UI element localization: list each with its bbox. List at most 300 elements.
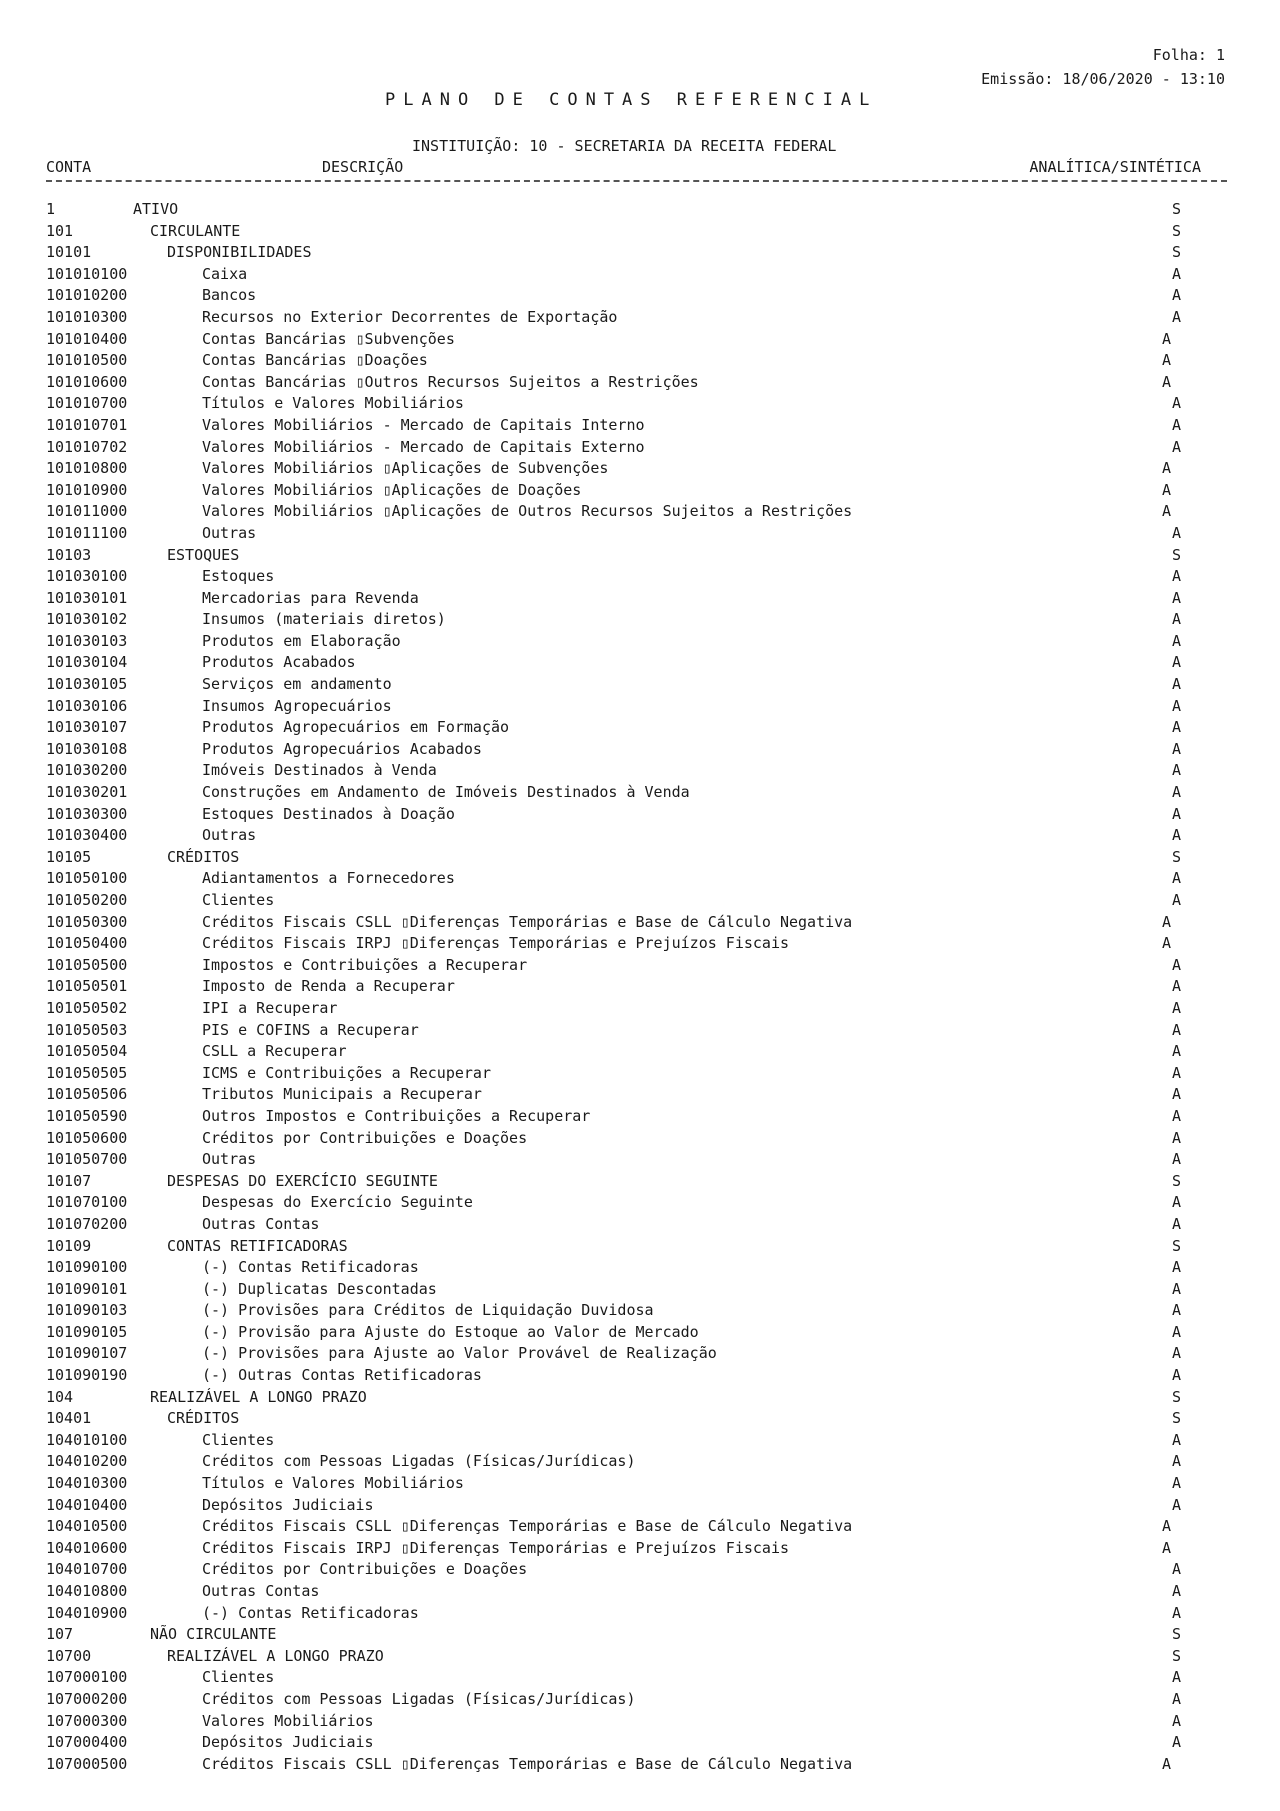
account-description: Valores Mobiliários ▯Aplicações de Subvenções: [202, 459, 609, 478]
account-type: A: [1171, 998, 1181, 1017]
account-description: Imóveis Destinados à Venda: [202, 761, 437, 780]
table-row: [0, 1063, 1280, 1085]
account-description: Estoques Destinados à Doação: [202, 804, 455, 823]
account-type: A: [1171, 1689, 1181, 1708]
account-type: A: [1171, 523, 1181, 542]
account-description: Estoques: [202, 567, 275, 586]
account-type: A: [1161, 502, 1171, 521]
account-code: 101050501: [46, 977, 128, 996]
account-code: 101030400: [46, 826, 128, 845]
account-description: Caixa: [202, 264, 248, 283]
account-description: Créditos Fiscais IRPJ ▯Diferenças Temporárias e Prejuízos Fiscais: [202, 934, 789, 953]
account-code: 101010300: [46, 307, 128, 326]
account-type: A: [1171, 1733, 1181, 1752]
account-code: 104010300: [46, 1474, 128, 1493]
account-description: (-) Provisões para Ajuste ao Valor Provável de Realização: [202, 1344, 717, 1363]
account-type: A: [1171, 1042, 1181, 1061]
account-code: 10105: [46, 847, 92, 866]
account-description: Valores Mobiliários - Mercado de Capitais Interno: [202, 415, 645, 434]
account-type: A: [1161, 1754, 1171, 1773]
table-row: [0, 1128, 1280, 1150]
account-description: Insumos Agropecuários: [202, 696, 392, 715]
table-row: [0, 523, 1280, 545]
table-row: [0, 242, 1280, 264]
account-type: A: [1171, 1560, 1181, 1579]
account-description: ATIVO: [133, 200, 179, 218]
table-row: [0, 998, 1280, 1020]
account-code: 104010900: [46, 1603, 128, 1622]
account-description: Recursos no Exterior Decorrentes de Exportação: [202, 307, 618, 326]
table-row: [0, 1430, 1280, 1452]
account-description: Contas Bancárias ▯Subvenções: [202, 329, 455, 348]
account-description: Outras: [202, 1150, 257, 1169]
account-description: Contas Bancárias ▯Doações: [202, 351, 428, 370]
account-code: 101090105: [46, 1322, 128, 1341]
table-row: [0, 955, 1280, 977]
account-description: DISPONIBILIDADES: [167, 243, 312, 262]
table-row: [0, 1149, 1280, 1171]
column-header-description: DESCRIÇÃO: [322, 158, 404, 176]
account-description: Valores Mobiliários - Mercado de Capitais Externo: [202, 437, 645, 456]
account-type: A: [1171, 718, 1181, 737]
account-type: S: [1171, 1171, 1181, 1190]
account-type: A: [1171, 783, 1181, 802]
account-description: Créditos Fiscais CSLL ▯Diferenças Temporárias e Base de Cálculo Negativa: [202, 1517, 853, 1536]
account-code: 104010500: [46, 1517, 128, 1536]
account-description: Depósitos Judiciais: [202, 1495, 374, 1514]
account-description: Impostos e Contribuições a Recuperar: [202, 955, 528, 974]
table-row: [0, 199, 1280, 221]
account-type: A: [1171, 1582, 1181, 1600]
table-row: [0, 1192, 1280, 1214]
account-type: A: [1171, 264, 1181, 283]
account-code: 101050100: [46, 869, 128, 888]
account-description: Créditos por Contribuições e Doações: [202, 1128, 528, 1147]
account-description: Valores Mobiliários: [202, 1711, 374, 1730]
account-description: CRÉDITOS: [167, 847, 240, 866]
table-row: [0, 1667, 1280, 1689]
report-title: PLANO DE CONTAS REFERENCIAL: [385, 90, 878, 110]
table-row: [0, 588, 1280, 610]
table-row: [0, 825, 1280, 847]
table-row: [0, 1754, 1280, 1776]
account-code: 101050503: [46, 1020, 128, 1039]
account-code: 107000500: [46, 1754, 128, 1773]
account-code: 101030200: [46, 761, 128, 780]
account-type: A: [1171, 1128, 1181, 1147]
table-row: [0, 1559, 1280, 1581]
account-type: A: [1171, 1106, 1181, 1125]
account-type: A: [1161, 329, 1171, 348]
account-code: 101010500: [46, 351, 128, 370]
account-type: S: [1171, 200, 1181, 218]
account-type: S: [1171, 243, 1181, 262]
account-code: 104010700: [46, 1560, 128, 1579]
account-code: 101010100: [46, 264, 128, 283]
account-type: A: [1171, 675, 1181, 694]
account-description: PIS e COFINS a Recuperar: [202, 1020, 419, 1039]
column-header-type: ANALÍTICA/SINTÉTICA: [1029, 158, 1201, 176]
account-type: S: [1171, 1236, 1181, 1255]
account-code: 101030201: [46, 783, 128, 802]
account-code: 101050500: [46, 955, 128, 974]
table-row: [0, 976, 1280, 998]
account-code: 107000200: [46, 1689, 128, 1708]
account-description: Contas Bancárias ▯Outros Recursos Sujeitos a Restrições: [202, 372, 699, 391]
account-code: 101070100: [46, 1193, 128, 1212]
account-type: A: [1161, 459, 1171, 478]
account-type: A: [1161, 480, 1171, 499]
table-row: [0, 350, 1280, 372]
table-row: [0, 652, 1280, 674]
account-code: 101090103: [46, 1301, 128, 1320]
account-code: 101050502: [46, 998, 128, 1017]
account-type: A: [1161, 912, 1171, 931]
account-code: 101030300: [46, 804, 128, 823]
table-row: [0, 1732, 1280, 1754]
account-description: Depósitos Judiciais: [202, 1733, 374, 1752]
account-code: 101030101: [46, 588, 128, 607]
account-code: 10107: [46, 1171, 92, 1190]
account-type: A: [1171, 826, 1181, 845]
account-type: A: [1171, 739, 1181, 758]
table-row: [0, 782, 1280, 804]
table-row: [0, 480, 1280, 502]
account-description: Construções em Andamento de Imóveis Destinados à Venda: [202, 783, 690, 802]
account-code: 101050600: [46, 1128, 128, 1147]
account-description: Créditos por Contribuições e Doações: [202, 1560, 528, 1579]
account-code: 101050200: [46, 891, 128, 909]
account-description: Outras: [202, 523, 257, 542]
account-description: Adiantamentos a Fornecedores: [202, 869, 455, 888]
account-code: 101010701: [46, 415, 128, 434]
account-description: Outros Impostos e Contribuições a Recuperar: [202, 1106, 591, 1125]
account-description: Mercadorias para Revenda: [202, 588, 419, 607]
account-description: CRÉDITOS: [167, 1409, 240, 1428]
table-row: [0, 1020, 1280, 1042]
institution-line: INSTITUIÇÃO: 10 - SECRETARIA DA RECEITA FEDERAL: [412, 137, 837, 155]
account-description: Outras: [202, 826, 257, 845]
account-code: 10103: [46, 545, 92, 564]
account-type: A: [1171, 761, 1181, 780]
account-type: A: [1171, 307, 1181, 326]
account-type: A: [1171, 1020, 1181, 1039]
account-code: 101010702: [46, 437, 128, 456]
account-description: Outras Contas: [202, 1582, 320, 1600]
table-row: [0, 221, 1280, 243]
column-header-account: CONTA: [46, 158, 92, 176]
account-code: 101090101: [46, 1279, 128, 1298]
account-type: A: [1171, 1322, 1181, 1341]
account-code: 104010200: [46, 1452, 128, 1471]
table-row: [0, 1387, 1280, 1409]
table-row: [0, 1041, 1280, 1063]
account-type: A: [1171, 610, 1181, 629]
account-type: A: [1171, 394, 1181, 413]
account-description: (-) Outras Contas Retificadoras: [202, 1366, 482, 1385]
table-row: [0, 912, 1280, 934]
account-type: A: [1171, 1214, 1181, 1233]
table-row: [0, 1257, 1280, 1279]
account-code: 101050590: [46, 1106, 128, 1125]
account-type: A: [1171, 415, 1181, 434]
table-row: [0, 609, 1280, 631]
account-description: Produtos Agropecuários Acabados: [202, 739, 482, 758]
table-row: [0, 285, 1280, 307]
account-code: 104010100: [46, 1430, 128, 1449]
table-row: [0, 1451, 1280, 1473]
account-code: 101090100: [46, 1258, 128, 1277]
account-type: S: [1171, 1409, 1181, 1428]
account-code: 101: [46, 221, 74, 240]
account-type: A: [1161, 351, 1171, 370]
account-code: 101050505: [46, 1063, 128, 1082]
table-row: [0, 1603, 1280, 1625]
account-description: Valores Mobiliários ▯Aplicações de Doações: [202, 480, 582, 499]
account-code: 101030107: [46, 718, 128, 737]
account-type: A: [1171, 1344, 1181, 1363]
table-row: [0, 393, 1280, 415]
table-row: [0, 415, 1280, 437]
account-code: 101030105: [46, 675, 128, 694]
account-description: ICMS e Contribuições a Recuperar: [202, 1063, 491, 1082]
account-description: Tributos Municipais a Recuperar: [202, 1085, 482, 1104]
account-description: Valores Mobiliários ▯Aplicações de Outros Recursos Sujeitos a Restrições: [202, 502, 853, 521]
account-type: A: [1171, 1366, 1181, 1385]
table-row: [0, 631, 1280, 653]
account-type: S: [1171, 545, 1181, 564]
account-description: Produtos Agropecuários em Formação: [202, 718, 510, 737]
account-code: 101011100: [46, 523, 128, 542]
table-row: [0, 1646, 1280, 1668]
account-type: A: [1171, 1495, 1181, 1514]
account-code: 10101: [46, 243, 92, 262]
table-row: [0, 1516, 1280, 1538]
account-type: A: [1171, 1150, 1181, 1169]
table-row: [0, 1300, 1280, 1322]
table-row: [0, 760, 1280, 782]
account-description: Serviços em andamento: [202, 675, 392, 694]
account-type: A: [1171, 1063, 1181, 1082]
account-type: A: [1171, 891, 1181, 909]
account-description: CIRCULANTE: [150, 221, 241, 240]
account-description: REALIZÁVEL A LONGO PRAZO: [150, 1387, 367, 1406]
account-type: A: [1171, 1474, 1181, 1493]
account-code: 101050700: [46, 1150, 128, 1169]
account-description: (-) Contas Retificadoras: [202, 1603, 419, 1622]
account-description: Créditos Fiscais CSLL ▯Diferenças Temporárias e Base de Cálculo Negativa: [202, 1754, 853, 1773]
account-code: 104: [46, 1387, 74, 1406]
account-code: 107000100: [46, 1668, 128, 1687]
account-description: Bancos: [202, 286, 257, 305]
account-code: 10109: [46, 1236, 92, 1255]
account-code: 1: [46, 200, 56, 218]
account-code: 101030106: [46, 696, 128, 715]
account-code: 101090107: [46, 1344, 128, 1363]
account-description: IPI a Recuperar: [202, 998, 338, 1017]
table-row: [0, 1495, 1280, 1517]
issue-date: Emissão: 18/06/2020 - 13:10: [981, 70, 1225, 88]
table-row: [0, 1473, 1280, 1495]
table-row: [0, 1343, 1280, 1365]
account-code: 101010200: [46, 286, 128, 305]
account-code: 101030108: [46, 739, 128, 758]
account-code: 101030100: [46, 567, 128, 586]
table-row: [0, 1214, 1280, 1236]
account-type: A: [1171, 696, 1181, 715]
account-type: A: [1171, 1452, 1181, 1471]
account-type: A: [1171, 286, 1181, 305]
table-row: [0, 372, 1280, 394]
account-type: A: [1161, 934, 1171, 953]
account-description: Insumos (materiais diretos): [202, 610, 446, 629]
table-row: [0, 1106, 1280, 1128]
account-description: Títulos e Valores Mobiliários: [202, 394, 464, 413]
table-row: [0, 868, 1280, 890]
account-description: (-) Duplicatas Descontadas: [202, 1279, 437, 1298]
account-code: 10700: [46, 1646, 92, 1665]
account-description: DESPESAS DO EXERCÍCIO SEGUINTE: [167, 1171, 438, 1190]
account-type: A: [1171, 1603, 1181, 1622]
account-type: A: [1171, 631, 1181, 650]
table-row: [0, 458, 1280, 480]
table-row: [0, 1689, 1280, 1711]
table-row: [0, 1711, 1280, 1733]
account-description: Produtos em Elaboração: [202, 631, 401, 650]
account-code: 101010400: [46, 329, 128, 348]
table-row: [0, 1084, 1280, 1106]
account-description: Créditos com Pessoas Ligadas (Físicas/Jurídicas): [202, 1689, 636, 1708]
account-code: 101050504: [46, 1042, 128, 1061]
account-code: 101010800: [46, 459, 128, 478]
table-row: [0, 1279, 1280, 1301]
account-type: A: [1161, 1517, 1171, 1536]
account-description: Despesas do Exercício Seguinte: [202, 1193, 473, 1212]
account-description: Imposto de Renda a Recuperar: [202, 977, 455, 996]
table-row: [0, 1581, 1280, 1603]
account-type: A: [1171, 1301, 1181, 1320]
table-row: [0, 1538, 1280, 1560]
table-row: [0, 847, 1280, 869]
account-type: A: [1161, 372, 1171, 391]
account-code: 107000300: [46, 1711, 128, 1730]
account-type: S: [1171, 847, 1181, 866]
table-row: [0, 264, 1280, 286]
account-type: A: [1171, 567, 1181, 586]
account-description: Clientes: [202, 891, 275, 909]
account-code: 101090190: [46, 1366, 128, 1385]
account-type: A: [1171, 588, 1181, 607]
table-row: [0, 1171, 1280, 1193]
account-description: CSLL a Recuperar: [202, 1042, 347, 1061]
table-row: [0, 1236, 1280, 1258]
account-code: 10401: [46, 1409, 92, 1428]
table-row: [0, 566, 1280, 588]
table-row: [0, 717, 1280, 739]
account-type: A: [1171, 955, 1181, 974]
accounts-table: [0, 199, 1280, 1775]
account-type: A: [1171, 869, 1181, 888]
table-row: [0, 1322, 1280, 1344]
account-code: 101030102: [46, 610, 128, 629]
account-description: Títulos e Valores Mobiliários: [202, 1474, 464, 1493]
account-description: NÃO CIRCULANTE: [150, 1625, 277, 1644]
account-code: 107: [46, 1625, 74, 1644]
table-row: [0, 890, 1280, 912]
account-description: (-) Provisões para Créditos de Liquidação Duvidosa: [202, 1301, 654, 1320]
account-description: REALIZÁVEL A LONGO PRAZO: [167, 1646, 384, 1665]
account-type: A: [1171, 804, 1181, 823]
account-description: Produtos Acabados: [202, 653, 356, 672]
table-row: [0, 501, 1280, 523]
account-description: Outras Contas: [202, 1214, 320, 1233]
account-code: 104010400: [46, 1495, 128, 1514]
account-type: S: [1171, 1387, 1181, 1406]
account-type: A: [1171, 653, 1181, 672]
account-code: 104010800: [46, 1582, 128, 1600]
account-type: A: [1171, 1258, 1181, 1277]
table-row: [0, 437, 1280, 459]
account-type: A: [1171, 1668, 1181, 1687]
account-description: (-) Provisão para Ajuste do Estoque ao Valor de Mercado: [202, 1322, 699, 1341]
account-code: 101070200: [46, 1214, 128, 1233]
account-type: S: [1171, 1625, 1181, 1644]
table-row: [0, 307, 1280, 329]
table-row: [0, 739, 1280, 761]
account-description: Créditos Fiscais CSLL ▯Diferenças Temporárias e Base de Cálculo Negativa: [202, 912, 853, 931]
account-type: A: [1171, 1193, 1181, 1212]
account-code: 107000400: [46, 1733, 128, 1752]
sheet-number: Folha: 1: [1152, 46, 1225, 64]
account-code: 101030104: [46, 653, 128, 672]
account-description: Créditos Fiscais IRPJ ▯Diferenças Temporárias e Prejuízos Fiscais: [202, 1538, 789, 1557]
account-description: (-) Contas Retificadoras: [202, 1258, 419, 1277]
table-row: [0, 329, 1280, 351]
header-divider: [46, 180, 1227, 182]
account-code: 104010600: [46, 1538, 128, 1557]
account-type: A: [1171, 1279, 1181, 1298]
account-type: A: [1161, 1538, 1171, 1557]
account-description: Clientes: [202, 1668, 275, 1687]
account-type: S: [1171, 1646, 1181, 1665]
account-code: 101011000: [46, 502, 128, 521]
account-description: Clientes: [202, 1430, 275, 1449]
table-row: [0, 696, 1280, 718]
table-row: [0, 545, 1280, 567]
account-description: ESTOQUES: [167, 545, 240, 564]
table-row: [0, 1365, 1280, 1387]
account-type: A: [1171, 1430, 1181, 1449]
table-row: [0, 933, 1280, 955]
account-type: A: [1171, 977, 1181, 996]
table-row: [0, 1624, 1280, 1646]
account-code: 101030103: [46, 631, 128, 650]
account-type: A: [1171, 1711, 1181, 1730]
account-code: 101050300: [46, 912, 128, 931]
account-code: 101010900: [46, 480, 128, 499]
account-type: A: [1171, 1085, 1181, 1104]
account-type: S: [1171, 221, 1181, 240]
account-description: CONTAS RETIFICADORAS: [167, 1236, 348, 1255]
account-type: A: [1171, 437, 1181, 456]
account-description: Créditos com Pessoas Ligadas (Físicas/Jurídicas): [202, 1452, 636, 1471]
account-code: 101010700: [46, 394, 128, 413]
table-row: [0, 1408, 1280, 1430]
account-code: 101050400: [46, 934, 128, 953]
account-code: 101010600: [46, 372, 128, 391]
account-code: 101050506: [46, 1085, 128, 1104]
table-row: [0, 804, 1280, 826]
